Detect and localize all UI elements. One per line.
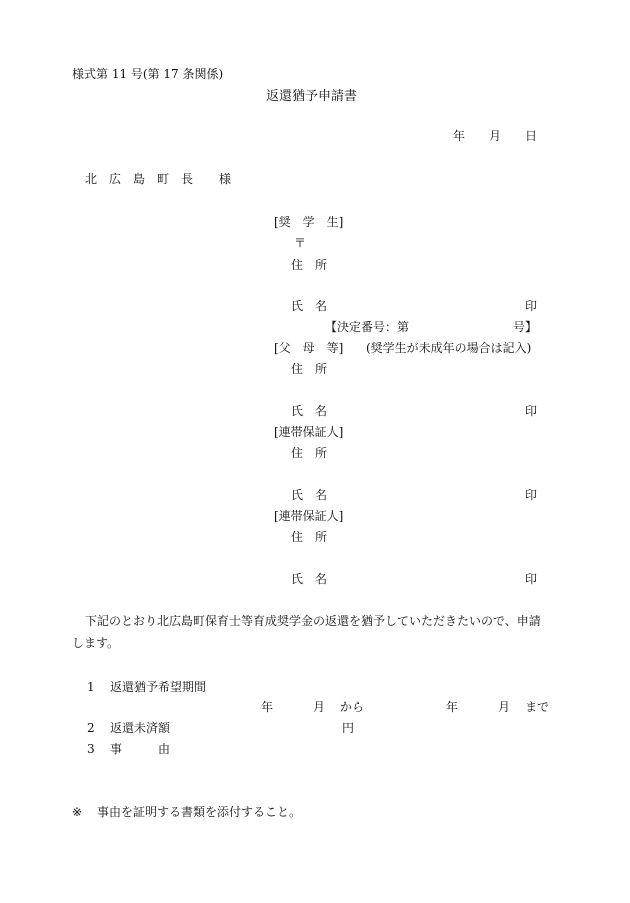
parent-seal: 印 bbox=[525, 404, 538, 418]
decision-number-prefix: 【決定番号：第 bbox=[325, 320, 410, 334]
addressee-honorific: 様 bbox=[219, 172, 232, 186]
item3-label-a: 事 bbox=[110, 742, 123, 756]
period-from-month: 月 bbox=[313, 700, 326, 714]
period-to: まで bbox=[525, 700, 550, 714]
period-from-year: 年 bbox=[261, 700, 274, 714]
guarantor2-header: [連帯保証人] bbox=[274, 509, 344, 523]
note-mark: ※ bbox=[72, 805, 83, 819]
period-to-year: 年 bbox=[446, 700, 459, 714]
date-day-label: 日 bbox=[525, 129, 538, 143]
guarantor1-header: [連帯保証人] bbox=[274, 425, 344, 439]
guarantor1-name-label: 氏 名 bbox=[291, 488, 328, 502]
item3-number: 3 bbox=[87, 742, 95, 756]
note-text: 事由を証明する書類を添付すること。 bbox=[97, 805, 302, 819]
student-header: [奨 学 生] bbox=[274, 215, 344, 229]
student-seal: 印 bbox=[525, 299, 538, 313]
period-from: から bbox=[340, 700, 365, 714]
item2-number: 2 bbox=[87, 721, 95, 735]
guarantor2-seal: 印 bbox=[525, 572, 538, 586]
period-to-month: 月 bbox=[498, 700, 511, 714]
parent-address-label: 住 所 bbox=[291, 362, 328, 376]
parent-name-label: 氏 名 bbox=[291, 404, 328, 418]
guarantor1-address-label: 住 所 bbox=[291, 446, 328, 460]
parent-note: (奨学生が未成年の場合は記入) bbox=[366, 341, 532, 355]
student-address-label: 住 所 bbox=[291, 258, 328, 272]
date-year-label: 年 bbox=[453, 129, 466, 143]
item2-label: 返還未済額 bbox=[110, 721, 171, 735]
guarantor2-address-label: 住 所 bbox=[291, 530, 328, 544]
item2-unit: 円 bbox=[342, 721, 355, 735]
form-number: 様式第 11 号(第 17 条関係) bbox=[72, 67, 224, 81]
item1-label: 返還猶予希望期間 bbox=[110, 680, 207, 694]
addressee-name: 北 広 島 町 長 bbox=[85, 172, 194, 186]
decision-number-suffix: 号】 bbox=[513, 320, 538, 334]
parent-header: [父 母 等] bbox=[274, 341, 344, 355]
guarantor2-name-label: 氏 名 bbox=[291, 572, 328, 586]
body-text-line2: します。 bbox=[72, 636, 120, 650]
date-month-label: 月 bbox=[489, 129, 502, 143]
postal-mark: 〒 bbox=[294, 236, 307, 250]
guarantor1-seal: 印 bbox=[525, 488, 538, 502]
document-title: 返還猶予申請書 bbox=[266, 89, 358, 104]
item1-number: 1 bbox=[87, 680, 95, 694]
item3-label-b: 由 bbox=[158, 742, 171, 756]
body-text-line1: 下記のとおり北広島町保育士等育成奨学金の返還を猶予していただきたいので、申請 bbox=[85, 614, 541, 628]
student-name-label: 氏 名 bbox=[291, 299, 328, 313]
